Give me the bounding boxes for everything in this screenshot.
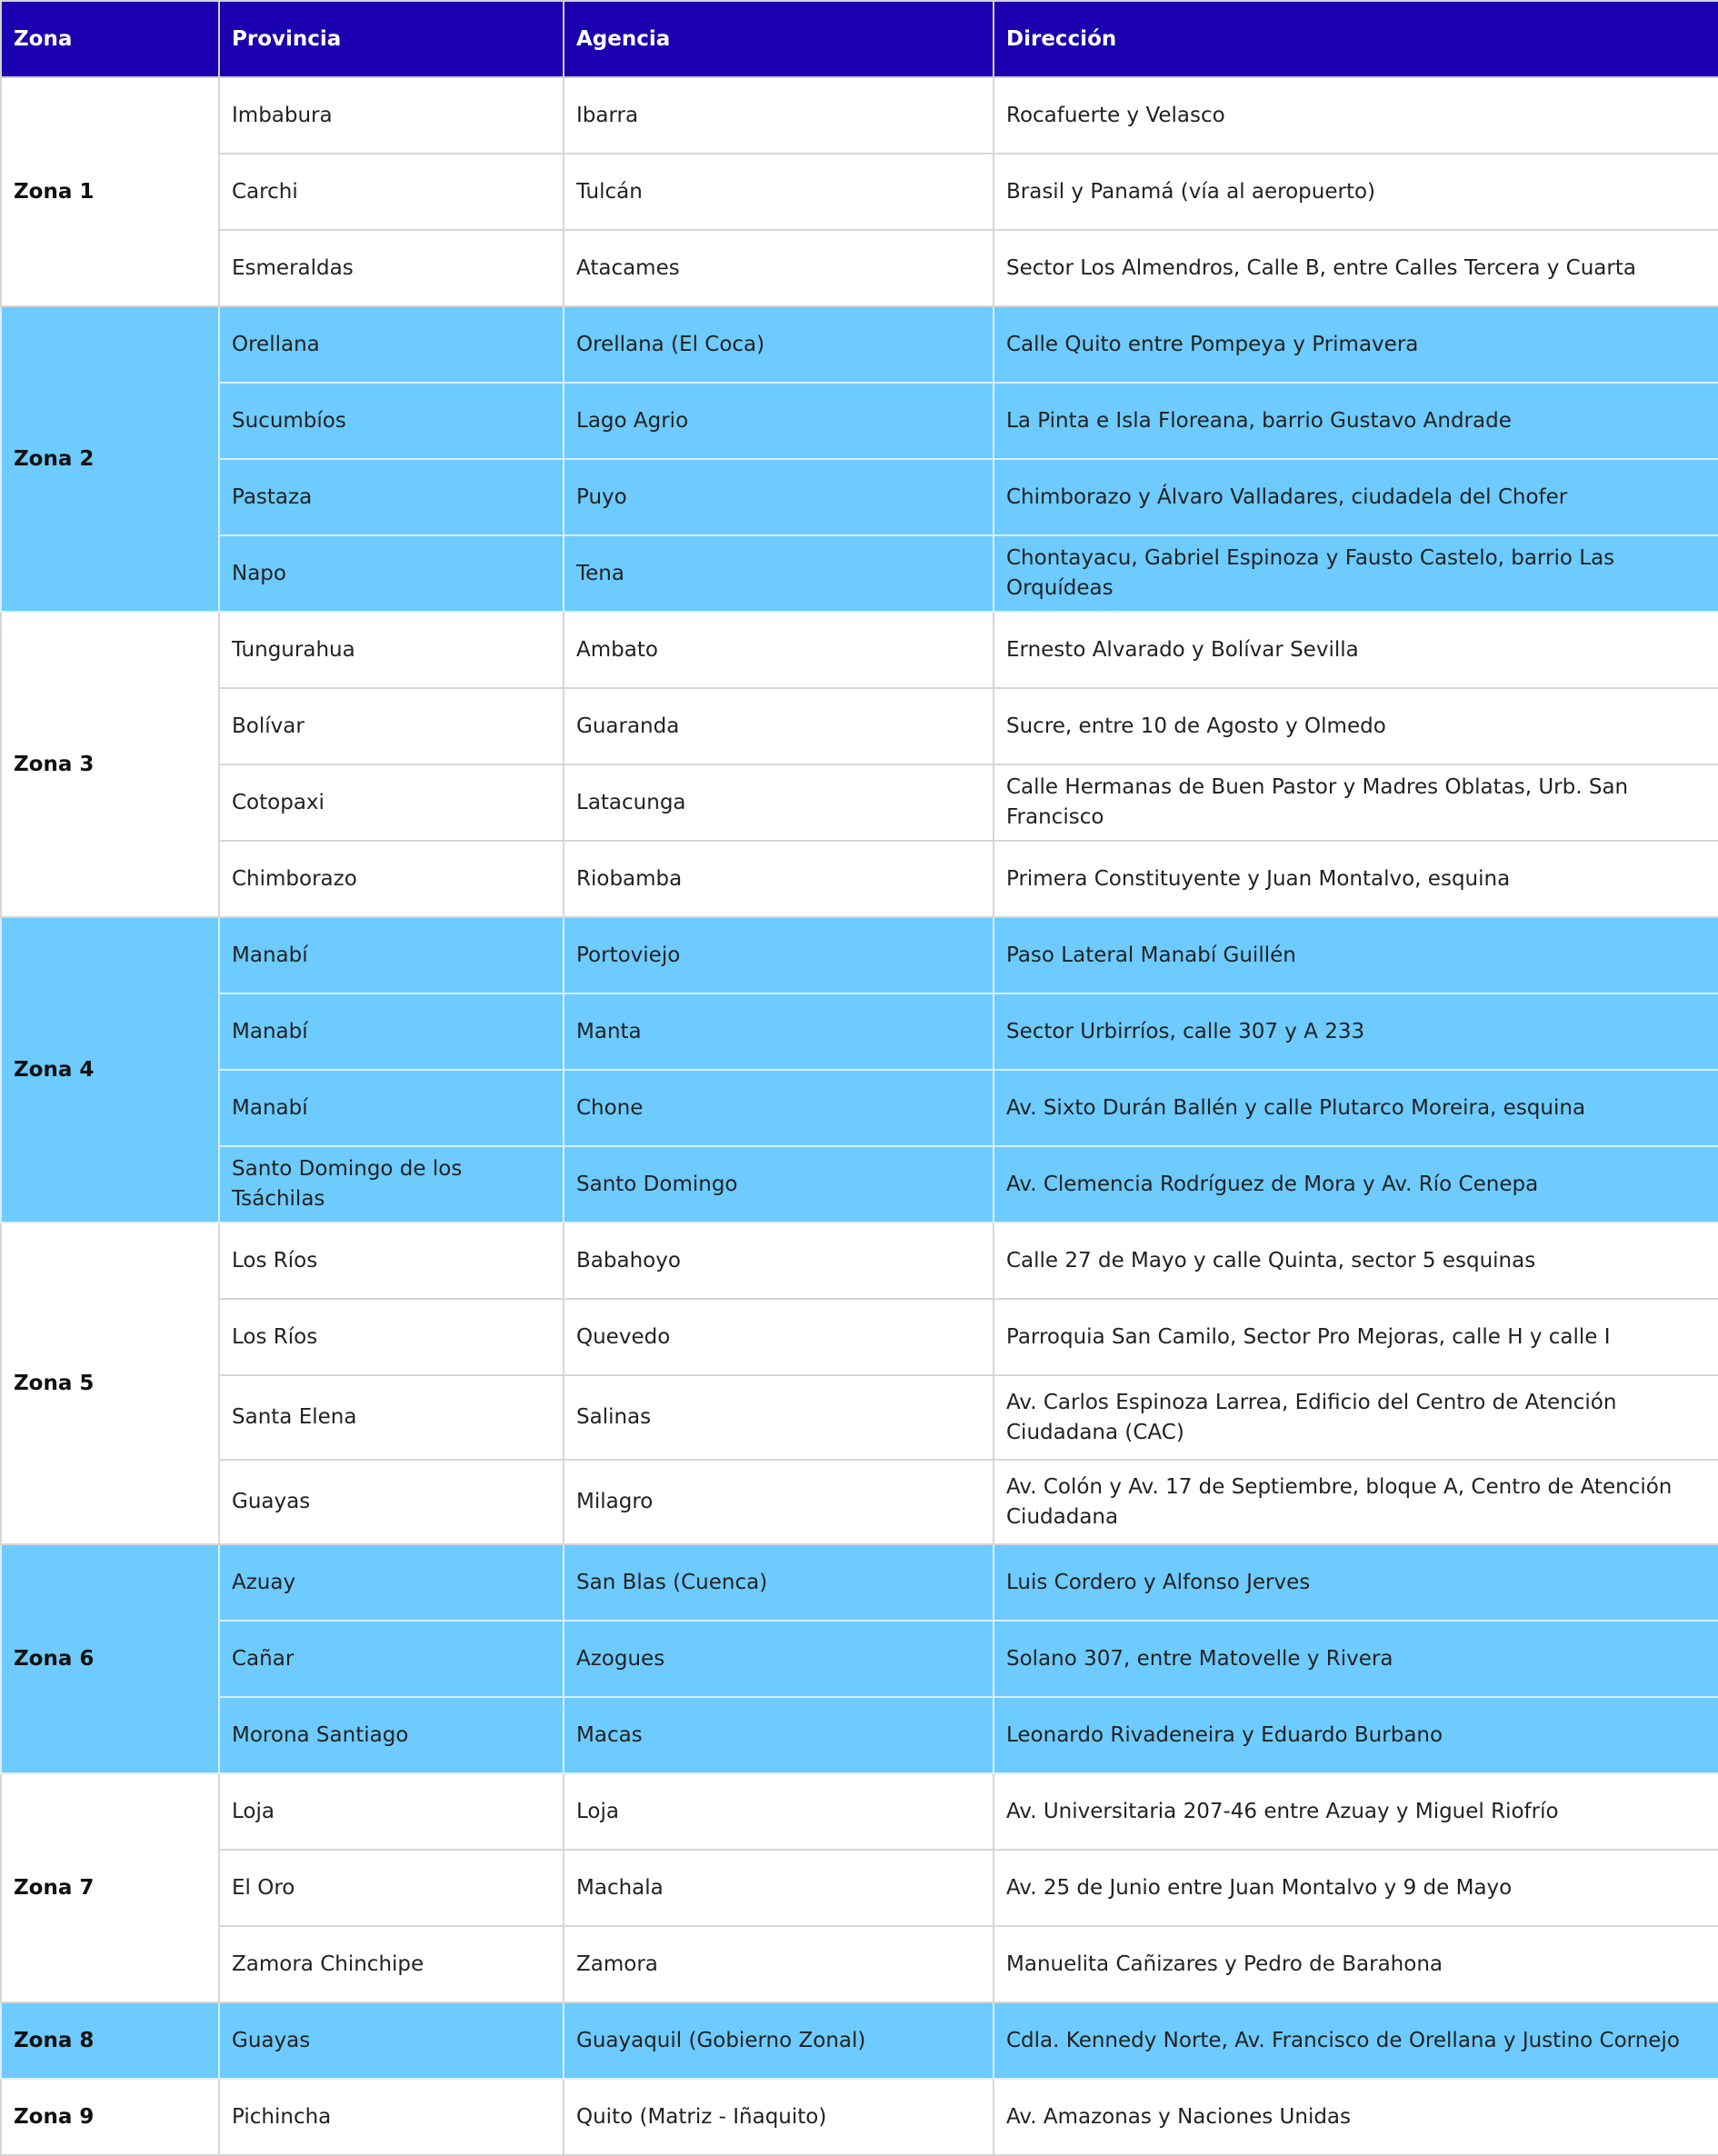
direccion-cell: Brasil y Panamá (vía al aeropuerto) xyxy=(994,154,1718,230)
table-row xyxy=(1,1926,1718,2002)
provincia-cell: Esmeraldas xyxy=(219,230,564,306)
provincia-cell: Chimborazo xyxy=(219,841,564,917)
zona-cell: Zona 3 xyxy=(1,612,219,917)
agencia-cell: Guayaquil (Gobierno Zonal) xyxy=(564,2002,994,2079)
header-row xyxy=(1,1,1718,77)
direccion-cell: Ernesto Alvarado y Bolívar Sevilla xyxy=(994,612,1718,688)
table-row xyxy=(1,154,1718,230)
table-row xyxy=(1,1621,1718,1697)
provincia-cell: Cotopaxi xyxy=(219,764,564,841)
direccion-cell: Chimborazo y Álvaro Valladares, ciudadela del Chofer xyxy=(994,459,1718,535)
agencia-cell: Babahoyo xyxy=(564,1223,994,1299)
provincia-cell: Manabí xyxy=(219,917,564,993)
provincia-cell: El Oro xyxy=(219,1850,564,1926)
zona-cell: Zona 6 xyxy=(1,1544,219,1773)
header-agencia: Agencia xyxy=(564,1,994,77)
zona-cell: Zona 1 xyxy=(1,77,219,306)
table-row xyxy=(1,1146,1718,1223)
direccion-cell: Parroquia San Camilo, Sector Pro Mejoras, calle H y calle I xyxy=(994,1299,1718,1375)
direccion-cell: Leonardo Rivadeneira y Eduardo Burbano xyxy=(994,1697,1718,1773)
direccion-cell: Sucre, entre 10 de Agosto y Olmedo xyxy=(994,688,1718,764)
direccion-cell: Calle 27 de Mayo y calle Quinta, sector 5 esquinas xyxy=(994,1223,1718,1299)
agencia-cell: Atacames xyxy=(564,230,994,306)
agencia-cell: Milagro xyxy=(564,1460,994,1544)
provincia-cell: Pastaza xyxy=(219,459,564,535)
table-row xyxy=(1,993,1718,1070)
agencia-cell: Puyo xyxy=(564,459,994,535)
agencia-cell: Zamora xyxy=(564,1926,994,2002)
direccion-cell: Calle Hermanas de Buen Pastor y Madres Oblatas, Urb. San Francisco xyxy=(994,764,1718,841)
header-zona: Zona xyxy=(1,1,219,77)
direccion-cell: La Pinta e Isla Floreana, barrio Gustavo Andrade xyxy=(994,383,1718,459)
provincia-cell: Zamora Chinchipe xyxy=(219,1926,564,2002)
provincia-cell: Santo Domingo de los Tsáchilas xyxy=(219,1146,564,1223)
direccion-cell: Av. Amazonas y Naciones Unidas xyxy=(994,2079,1718,2155)
provincia-cell: Bolívar xyxy=(219,688,564,764)
table-row xyxy=(1,459,1718,535)
table-row xyxy=(1,917,1718,993)
agencia-cell: Lago Agrio xyxy=(564,383,994,459)
direccion-cell: Paso Lateral Manabí Guillén xyxy=(994,917,1718,993)
table-row xyxy=(1,230,1718,306)
direccion-cell: Rocafuerte y Velasco xyxy=(994,77,1718,154)
zona-cell: Zona 8 xyxy=(1,2002,219,2079)
zona-cell: Zona 9 xyxy=(1,2079,219,2155)
direccion-cell: Av. Carlos Espinoza Larrea, Edificio del Centro de Atención Ciudadana (CAC) xyxy=(994,1375,1718,1460)
agencia-cell: Tena xyxy=(564,535,994,612)
provincia-cell: Cañar xyxy=(219,1621,564,1697)
provincia-cell: Guayas xyxy=(219,1460,564,1544)
agencia-cell: Machala xyxy=(564,1850,994,1926)
direccion-cell: Sector Los Almendros, Calle B, entre Calles Tercera y Cuarta xyxy=(994,230,1718,306)
table-row xyxy=(1,1070,1718,1146)
table-row xyxy=(1,1460,1718,1544)
provincia-cell: Manabí xyxy=(219,993,564,1070)
zona-cell: Zona 4 xyxy=(1,917,219,1223)
provincia-cell: Tungurahua xyxy=(219,612,564,688)
direccion-cell: Cdla. Kennedy Norte, Av. Francisco de Orellana y Justino Cornejo xyxy=(994,2002,1718,2079)
table-row xyxy=(1,535,1718,612)
provincia-cell: Manabí xyxy=(219,1070,564,1146)
table-row xyxy=(1,1223,1718,1299)
provincia-cell: Guayas xyxy=(219,2002,564,2079)
direccion-cell: Av. 25 de Junio entre Juan Montalvo y 9 de Mayo xyxy=(994,1850,1718,1926)
direccion-cell: Sector Urbirríos, calle 307 y A 233 xyxy=(994,993,1718,1070)
table-row xyxy=(1,841,1718,917)
provincia-cell: Orellana xyxy=(219,306,564,383)
table-row xyxy=(1,2079,1718,2155)
agencia-cell: Guaranda xyxy=(564,688,994,764)
zona-cell: Zona 2 xyxy=(1,306,219,612)
agencia-cell: Loja xyxy=(564,1773,994,1850)
direccion-cell: Manuelita Cañizares y Pedro de Barahona xyxy=(994,1926,1718,2002)
provincia-cell: Los Ríos xyxy=(219,1223,564,1299)
provincia-cell: Pichincha xyxy=(219,2079,564,2155)
agencia-cell: Macas xyxy=(564,1697,994,1773)
table-row xyxy=(1,1544,1718,1621)
agencia-cell: Portoviejo xyxy=(564,917,994,993)
table-row xyxy=(1,77,1718,154)
direccion-cell: Chontayacu, Gabriel Espinoza y Fausto Castelo, barrio Las Orquídeas xyxy=(994,535,1718,612)
agencia-cell: Azogues xyxy=(564,1621,994,1697)
agencia-cell: Tulcán xyxy=(564,154,994,230)
zona-cell: Zona 7 xyxy=(1,1773,219,2002)
provincia-cell: Loja xyxy=(219,1773,564,1850)
table-row xyxy=(1,1773,1718,1850)
agencia-cell: Salinas xyxy=(564,1375,994,1460)
direccion-cell: Av. Colón y Av. 17 de Septiembre, bloque A, Centro de Atención Ciudadana xyxy=(994,1460,1718,1544)
direccion-cell: Luis Cordero y Alfonso Jerves xyxy=(994,1544,1718,1621)
table-row xyxy=(1,1299,1718,1375)
direccion-cell: Primera Constituyente y Juan Montalvo, esquina xyxy=(994,841,1718,917)
provincia-cell: Carchi xyxy=(219,154,564,230)
agencia-cell: Manta xyxy=(564,993,994,1070)
table-row xyxy=(1,764,1718,841)
agencia-cell: Orellana (El Coca) xyxy=(564,306,994,383)
table-row xyxy=(1,2002,1718,2079)
agencia-cell: Ambato xyxy=(564,612,994,688)
provincia-cell: Morona Santiago xyxy=(219,1697,564,1773)
direccion-cell: Calle Quito entre Pompeya y Primavera xyxy=(994,306,1718,383)
agencia-cell: Latacunga xyxy=(564,764,994,841)
table-header xyxy=(1,1,1718,77)
provincia-cell: Napo xyxy=(219,535,564,612)
direccion-cell: Av. Clemencia Rodríguez de Mora y Av. Río Cenepa xyxy=(994,1146,1718,1223)
table-body xyxy=(1,77,1718,2155)
provincia-cell: Azuay xyxy=(219,1544,564,1621)
agencia-cell: Quevedo xyxy=(564,1299,994,1375)
table-row xyxy=(1,306,1718,383)
header-provincia: Provincia xyxy=(219,1,564,77)
agencia-cell: Riobamba xyxy=(564,841,994,917)
agencia-cell: Santo Domingo xyxy=(564,1146,994,1223)
agencia-cell: San Blas (Cuenca) xyxy=(564,1544,994,1621)
provincia-cell: Santa Elena xyxy=(219,1375,564,1460)
agencia-cell: Chone xyxy=(564,1070,994,1146)
direccion-cell: Av. Sixto Durán Ballén y calle Plutarco Moreira, esquina xyxy=(994,1070,1718,1146)
table-row xyxy=(1,1375,1718,1460)
table-row xyxy=(1,383,1718,459)
provincia-cell: Sucumbíos xyxy=(219,383,564,459)
table-row xyxy=(1,1850,1718,1926)
table-row xyxy=(1,688,1718,764)
agencia-cell: Ibarra xyxy=(564,77,994,154)
direccion-cell: Av. Universitaria 207-46 entre Azuay y Miguel Riofrío xyxy=(994,1773,1718,1850)
provincia-cell: Imbabura xyxy=(219,77,564,154)
agencia-cell: Quito (Matriz - Iñaquito) xyxy=(564,2079,994,2155)
header-direccion: Dirección xyxy=(994,1,1718,77)
provincia-cell: Los Ríos xyxy=(219,1299,564,1375)
table-row xyxy=(1,612,1718,688)
table-row xyxy=(1,1697,1718,1773)
direccion-cell: Solano 307, entre Matovelle y Rivera xyxy=(994,1621,1718,1697)
zona-cell: Zona 5 xyxy=(1,1223,219,1544)
